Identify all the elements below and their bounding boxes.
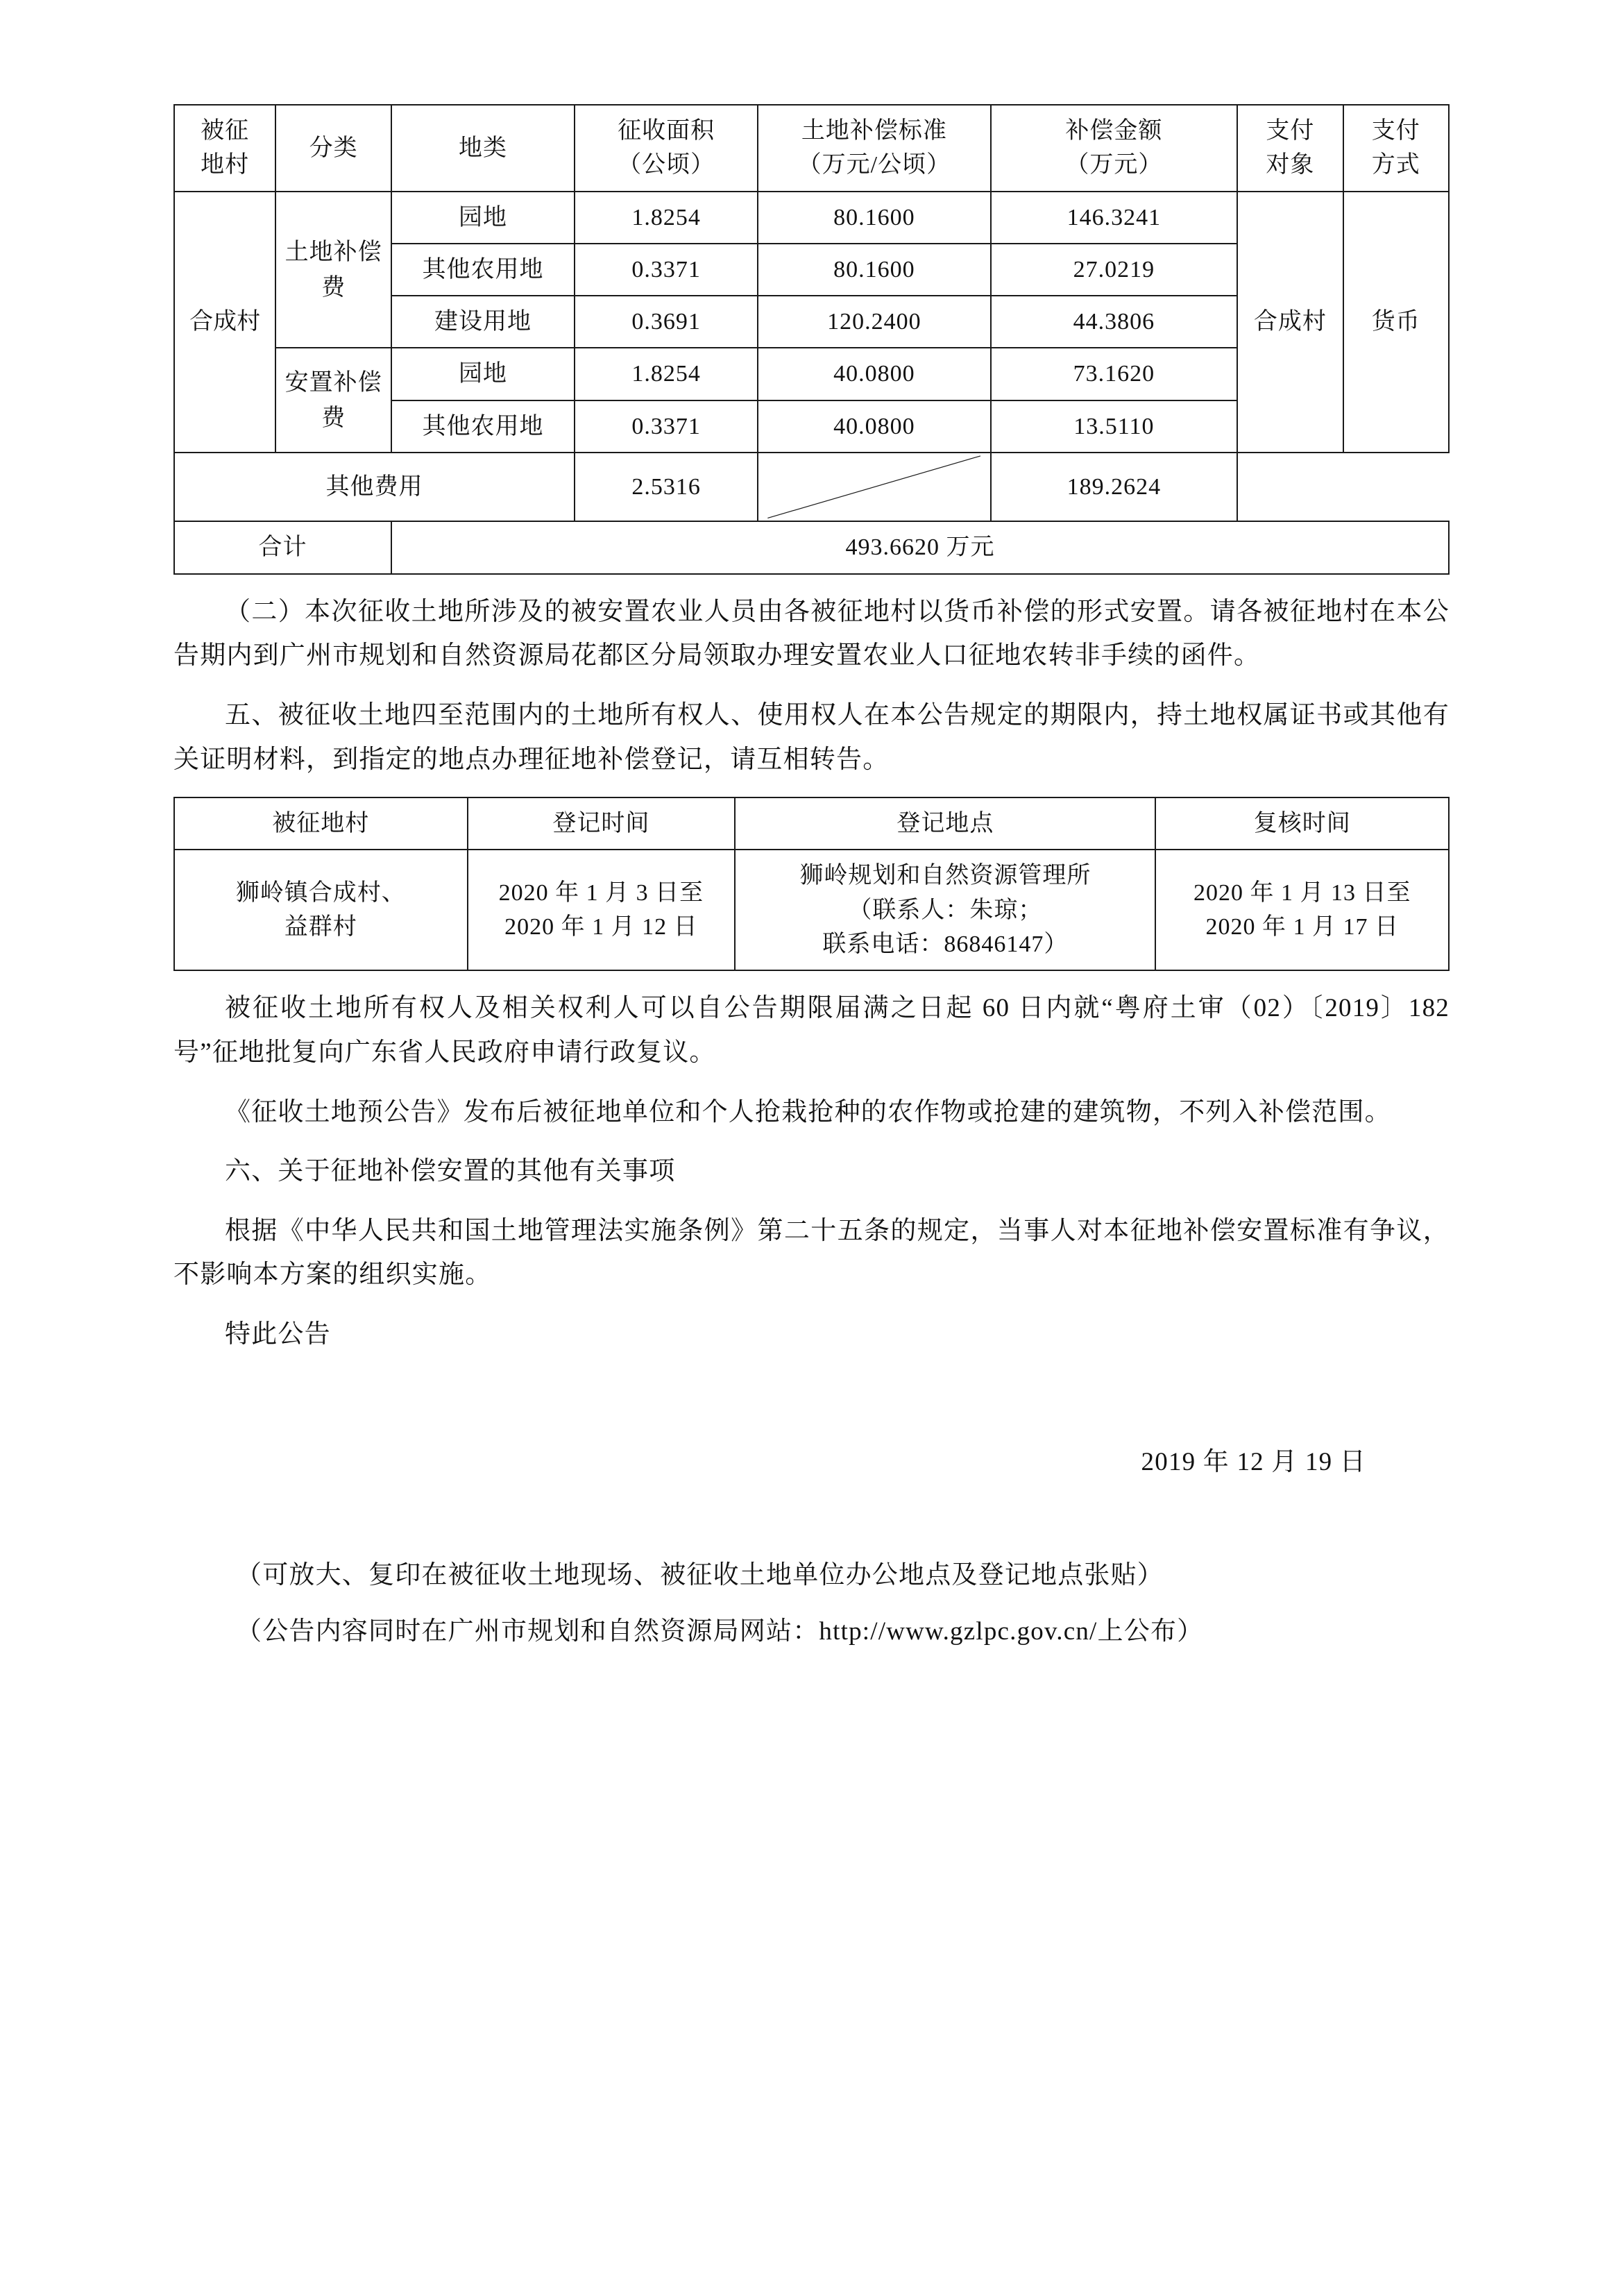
cell-category-land-compensation: 土地补偿费 xyxy=(275,192,391,348)
cell-pay-target: 合成村 xyxy=(1237,192,1343,453)
cell-area: 0.3691 xyxy=(575,296,758,348)
cell-area: 0.3371 xyxy=(575,400,758,453)
header-standard-line1: 土地补偿标准 xyxy=(801,118,947,144)
header-paytarget-line2: 对象 xyxy=(1266,152,1315,178)
cell-amount: 27.0219 xyxy=(991,244,1238,296)
footer-notes xyxy=(173,1554,1450,1654)
cell-other-fee-label: 其他费用 xyxy=(174,453,575,521)
website-url[interactable]: http://www.gzlpc.gov.cn/ xyxy=(819,1617,1098,1646)
cell-landtype: 园地 xyxy=(391,348,575,400)
cell-other-fee-amount: 189.2624 xyxy=(991,453,1238,521)
reg-header-place: 登记地点 xyxy=(735,797,1155,850)
header-paymethod-line2: 方式 xyxy=(1371,152,1420,178)
paragraph-article-five: 五、被征收土地四至范围内的土地所有权人、使用权人在本公告规定的期限内，持土地权属证书或其他有关证明材料，到指定的地点办理征地补偿登记，请互相转告。 xyxy=(173,700,1450,774)
footer-note-website-suffix: 上公布） xyxy=(1097,1617,1204,1646)
registration-data-row xyxy=(174,850,1449,970)
table-header-row xyxy=(174,105,1449,192)
cell-landtype: 其他农用地 xyxy=(391,244,575,296)
cell-standard: 40.0800 xyxy=(758,400,990,453)
header-amount-line2: （万元） xyxy=(1065,152,1163,178)
reg-place-line3: 联系电话：86846147） xyxy=(822,931,1069,958)
reg-place-line2: （联系人：朱琼； xyxy=(848,897,1043,923)
header-cell-standard xyxy=(758,105,990,192)
reg-cell-village xyxy=(174,850,468,970)
cell-landtype: 其他农用地 xyxy=(391,400,575,453)
header-cell-village xyxy=(174,105,275,192)
reg-header-village: 被征地村 xyxy=(174,797,468,850)
header-cell-category: 分类 xyxy=(275,105,391,192)
reg-cell-place xyxy=(735,850,1155,970)
header-paymethod-line1: 支付 xyxy=(1371,118,1420,144)
cell-landtype: 园地 xyxy=(391,192,575,244)
footer-note-website xyxy=(236,1610,1450,1654)
header-village-line1: 被征 xyxy=(201,118,250,144)
header-cell-amount xyxy=(991,105,1238,192)
cell-pay-method: 货币 xyxy=(1343,192,1449,453)
header-cell-paytarget xyxy=(1237,105,1343,192)
header-amount-line1: 补偿金额 xyxy=(1065,118,1163,144)
cell-category-resettlement: 安置补偿费 xyxy=(275,348,391,453)
cell-amount: 13.5110 xyxy=(991,400,1238,453)
reg-time-line2: 2020 年 1 月 12 日 xyxy=(504,914,698,940)
compensation-table xyxy=(173,104,1450,575)
reg-cell-time xyxy=(468,850,736,970)
registration-table xyxy=(173,797,1450,971)
reg-time-line1: 2020 年 1 月 3 日至 xyxy=(498,880,704,906)
header-area-line1: 征收面积 xyxy=(618,118,715,144)
cell-landtype: 建设用地 xyxy=(391,296,575,348)
cell-standard: 40.0800 xyxy=(758,348,990,400)
reg-header-time: 登记时间 xyxy=(468,797,736,850)
footer-note-posting: （可放大、复印在被征收土地现场、被征收土地单位办公地点及登记地点张贴） xyxy=(236,1560,1164,1589)
reg-village-line1: 狮岭镇合成村、 xyxy=(235,880,406,906)
reg-cell-recheck xyxy=(1155,850,1449,970)
cell-standard: 80.1600 xyxy=(758,244,990,296)
reg-recheck-line1: 2020 年 1 月 13 日至 xyxy=(1193,880,1411,906)
reg-header-recheck: 复核时间 xyxy=(1155,797,1449,850)
paragraph-declaration: 特此公告 xyxy=(225,1320,331,1349)
cell-area: 0.3371 xyxy=(575,244,758,296)
header-cell-area xyxy=(575,105,758,192)
paragraph-regulation: 根据《中华人民共和国土地管理法实施条例》第二十五条的规定，当事人对本征地补偿安置标准有争议，不影响本方案的组织实施。 xyxy=(173,1216,1450,1290)
registration-header-row xyxy=(174,797,1449,850)
cell-amount: 73.1620 xyxy=(991,348,1238,400)
header-paytarget-line1: 支付 xyxy=(1266,118,1315,144)
paragraph-pre-notice: 《征收土地预公告》发布后被征地单位和个人抢栽抢种的农作物或抢建的建筑物，不列入补偿范围。 xyxy=(225,1097,1391,1126)
table-row-other-fee xyxy=(174,453,1449,521)
cell-total-label: 合计 xyxy=(174,521,391,573)
paragraph-resettlement: （二）本次征收土地所涉及的被安置农业人员由各被征地村以货币补偿的形式安置。请各被征地村在本公告期内到广州市规划和自然资源局花都区分局领取办理安置农业人口征地农转非手续的函件。 xyxy=(173,597,1450,670)
reg-place-line1: 狮岭规划和自然资源管理所 xyxy=(799,863,1091,889)
paragraph-article-six: 六、关于征地补偿安置的其他有关事项 xyxy=(225,1157,676,1186)
cell-area: 1.8254 xyxy=(575,192,758,244)
cell-area: 1.8254 xyxy=(575,348,758,400)
cell-standard: 80.1600 xyxy=(758,192,990,244)
cell-other-fee-standard-empty xyxy=(758,453,990,521)
table-row xyxy=(174,192,1449,244)
cell-village-name: 合成村 xyxy=(174,192,275,453)
footer-note-website-prefix: （公告内容同时在广州市规划和自然资源局网站： xyxy=(236,1617,819,1646)
reg-recheck-line2: 2020 年 1 月 17 日 xyxy=(1205,914,1399,940)
header-area-line2: （公顷） xyxy=(618,152,715,178)
header-village-line2: 地村 xyxy=(201,152,250,178)
signature-date: 2019 年 12 月 19 日 xyxy=(1141,1447,1366,1476)
reg-village-line2: 益群村 xyxy=(284,914,357,940)
paragraph-administrative-review: 被征收土地所有权人及相关权利人可以自公告期限届满之日起 60 日内就“粤府土审（02）〔2019〕182 号”征地批复向广东省人民政府申请行政复议。 xyxy=(173,994,1450,1067)
header-standard-line2: （万元/公顷） xyxy=(797,152,951,178)
header-cell-paymethod xyxy=(1343,105,1449,192)
header-cell-landtype: 地类 xyxy=(391,105,575,192)
cell-other-fee-area: 2.5316 xyxy=(575,453,758,521)
cell-amount: 146.3241 xyxy=(991,192,1238,244)
cell-total-value: 493.6620 万元 xyxy=(391,521,1449,573)
table-row-total xyxy=(174,521,1449,573)
cell-standard: 120.2400 xyxy=(758,296,990,348)
cell-amount: 44.3806 xyxy=(991,296,1238,348)
